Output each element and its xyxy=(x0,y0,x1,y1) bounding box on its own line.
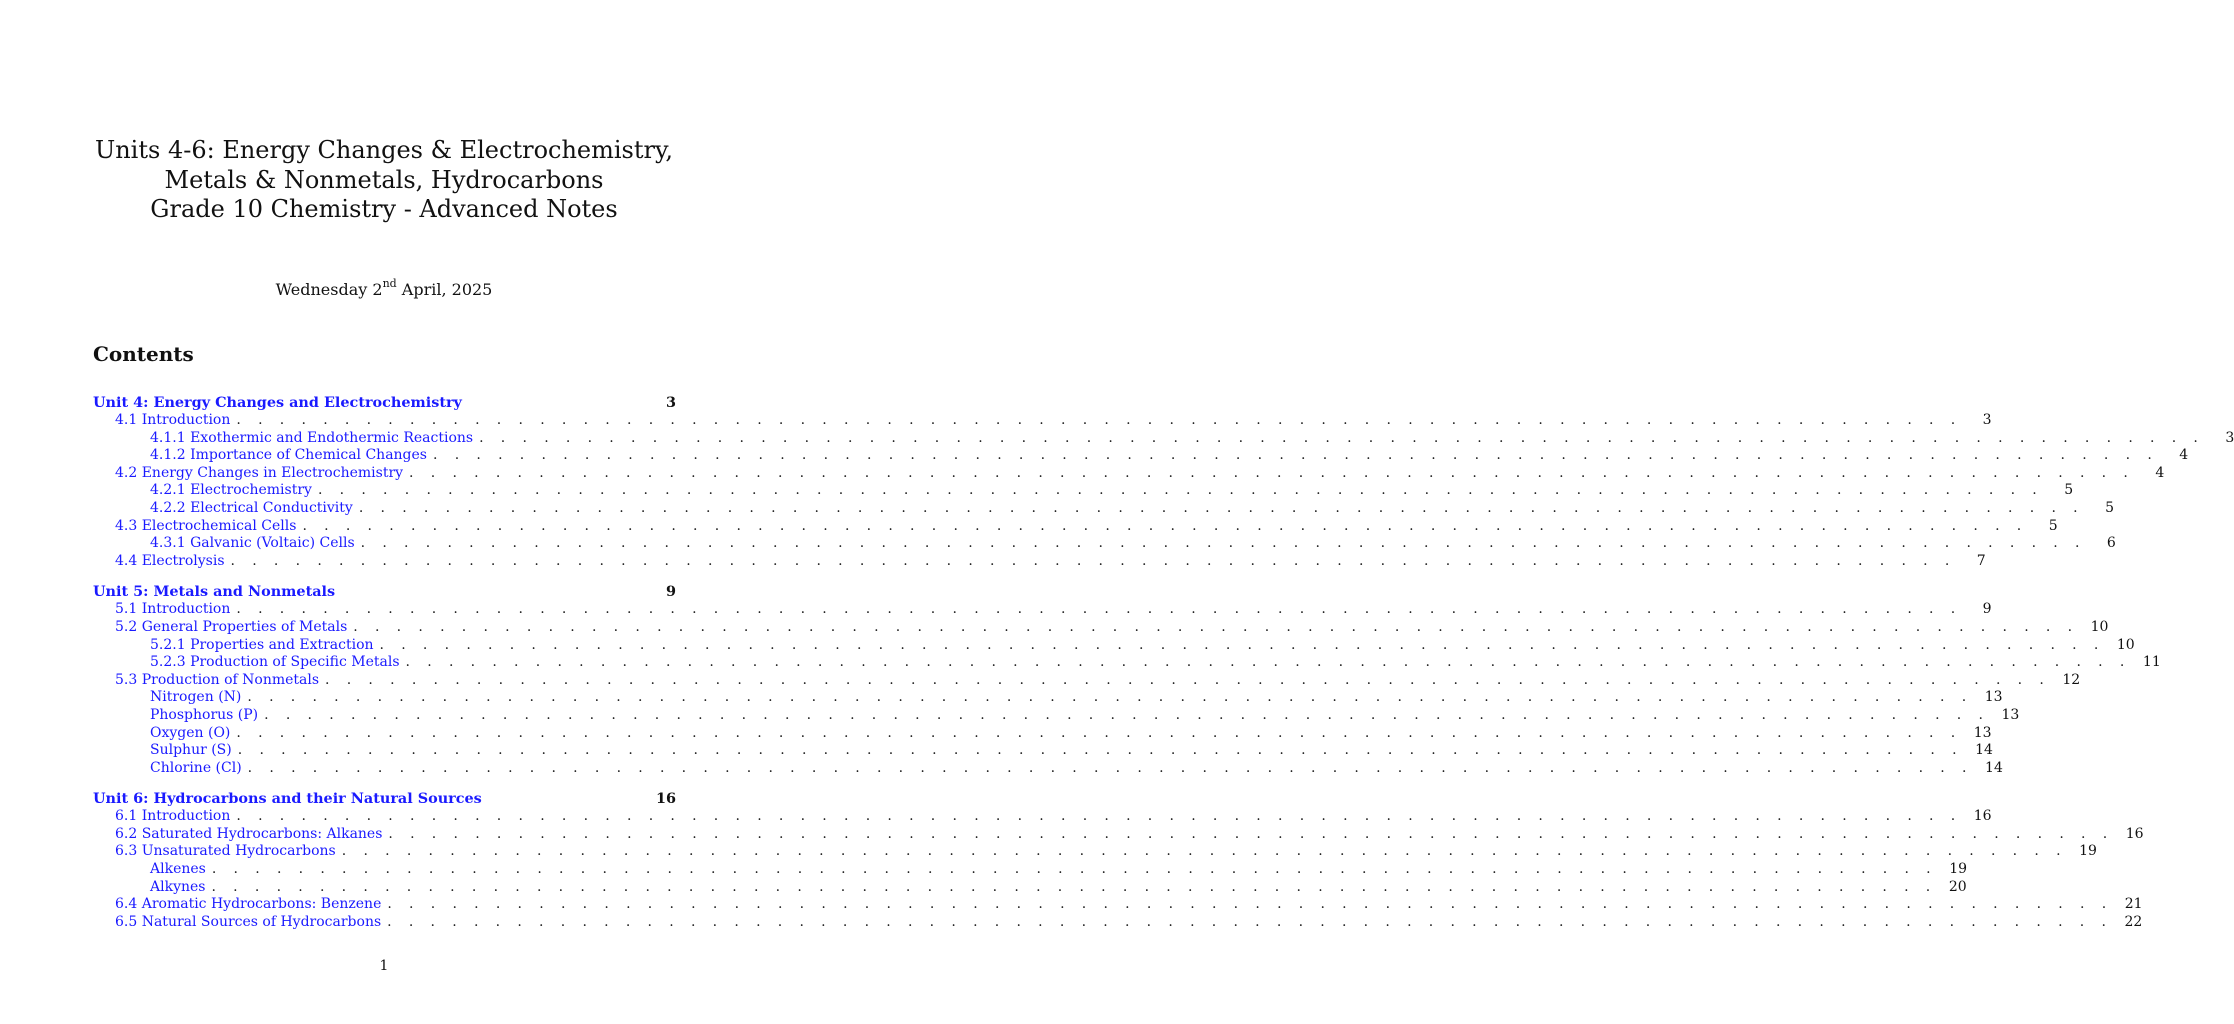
toc-entry[interactable] xyxy=(93,517,2058,536)
date-suffix: April, 2025 xyxy=(396,280,493,299)
toc-entry-link[interactable]: 4.1 Introduction xyxy=(115,412,231,428)
toc-page-number: 12 xyxy=(2062,671,2081,688)
toc-dot-leader: . . . . . . . . . . . . . . . . . . . . . . . . . . . . . . . . . . . . . . . . . . . . . . . . . . . . . . . . . . . . . . . . . . . . . . . . . . . . . . . . xyxy=(387,896,2113,913)
toc-entry-link[interactable]: 5.1 Introduction xyxy=(115,601,231,618)
toc-entry[interactable] xyxy=(93,808,1992,826)
toc-dot-leader: . . . . . . . . . . . . . . . . . . . . . . . . . . . . . . . . . . . . . . . . . . . . . . . . . . . . . . . . . . . . . . . . . . . . . . . . . . . . . . . . xyxy=(405,654,2131,671)
toc-page-number: 14 xyxy=(1985,759,2003,776)
toc-page-number: 14 xyxy=(1975,742,1993,759)
date-prefix: Wednesday 2 xyxy=(275,280,383,299)
toc-entry-link[interactable]: Sulphur (S) xyxy=(150,742,232,759)
toc-page-number: 5 xyxy=(2048,517,2058,534)
toc-page-number: 11 xyxy=(2142,654,2161,671)
toc-dot-leader: . . . . . . . . . . . . . . . . . . . . . . . . . . . . . . . . . . . . . . . . . . . . . . . . . . . . . . . . . . . . . . . . . . . . . . . . . . . . . . . . xyxy=(236,724,1962,741)
toc-unit-link[interactable]: Unit 5: Metals and Nonmetals xyxy=(93,583,336,601)
toc-page-number: 4 xyxy=(2155,464,2165,481)
toc-dot-leader: . . . . . . . . . . . . . . . . . . . . . . . . . . . . . . . . . . . . . . . . . . . . . . . . . . . . . . . . . . . . . . . . . . . . . . . . . . . . . . . . xyxy=(302,517,2028,534)
toc-entry-link[interactable]: 6.3 Unsaturated Hydrocarbons xyxy=(115,843,336,860)
toc-dot-leader: . . . . . . . . . . . . . . . . . . . . . . . . . . . . . . . . . . . . . . . . . . . . . . . . . . . . . . . . . . . . . . . . . . . . . . . . . . . . . . . . xyxy=(247,689,1973,706)
toc-entry-link[interactable]: Alkenes xyxy=(150,861,206,878)
toc-page-number: 19 xyxy=(2079,843,2097,860)
toc-entry[interactable] xyxy=(93,759,2003,778)
toc-entry-link[interactable]: Nitrogen (N) xyxy=(150,689,242,706)
toc-page-number: 16 xyxy=(2125,825,2144,842)
toc-entry[interactable] xyxy=(93,742,1993,760)
toc-page-number: 19 xyxy=(1949,861,1968,878)
toc-dot-leader: . . . . . . . . . . . . . . . . . . . . . . . . . . . . . . . . . . . . . . . . . . . . . . . . . . . . . . . . . . . . . . . . . . . . . . . . . . . . . . . . xyxy=(230,552,1956,569)
toc-entry[interactable] xyxy=(93,636,2135,655)
toc-dot-leader: . . . . . . . . . . . . . . . . . . . . . . . . . . . . . . . . . . . . . . . . . . . . . . . . . . . . . . . . . . . . . . . . . . . . . . . . . . . . . . . . xyxy=(358,499,2084,516)
toc-entry-link[interactable]: 6.5 Natural Sources of Hydrocarbons xyxy=(115,913,382,930)
toc-page-number: 3 xyxy=(665,394,676,411)
toc-page-number: 16 xyxy=(655,790,676,808)
toc-entry-link[interactable]: 6.1 Introduction xyxy=(115,808,231,825)
toc-page-number: 3 xyxy=(2225,429,2234,446)
date-ordinal: nd xyxy=(382,277,397,290)
toc-dot-leader: . . . . . . . . . . . . . . . . . . . . . . . . . . . . . . . . . . . . . . . . . . . . . . . . . . . . . . . . . . . . . . . . . . . . . . . . . . . . . . . . xyxy=(236,808,1962,825)
toc-page-number: 3 xyxy=(1982,412,1992,428)
toc-entry[interactable] xyxy=(93,671,2081,690)
toc-dot-leader: . . . . . . . . . . . . . . . . . . . . . . . . . . . . . . . . . . . . . . . . . . . . . . . . . . . . . . . . . . . . . . . . . . . . . . . . . . . . . . . . xyxy=(237,742,1963,759)
toc-entry[interactable] xyxy=(93,499,2114,518)
toc-dot-leader: . . . . . . . . . . . . . . . . . . . . . . . . . . . . . . . . . . . . . . . . . . . . . . . . . . . . . . . . . . . . . . . . . . . . . . . . . . . . . . . . xyxy=(353,618,2079,635)
toc-entry[interactable] xyxy=(93,429,2234,448)
toc-dot-leader: . . . . . . . . . . . . . . . . . . . . . . . . . . . . . . . . . . . . . . . . . . . . . . . . . . . . . . . . . . . . . . . . . . . . . . . . . . . . . . . . xyxy=(325,671,2051,688)
unit-gap xyxy=(93,777,676,790)
toc-entry[interactable] xyxy=(93,412,1992,430)
toc-entry[interactable] xyxy=(93,654,2161,672)
title-line-2: Metals & Nonmetals, Hydrocarbons xyxy=(164,165,604,194)
table-of-contents xyxy=(93,394,2234,931)
toc-page-number: 5 xyxy=(2105,499,2114,516)
toc-entry-link[interactable]: 5.2.1 Properties and Extraction xyxy=(150,636,374,653)
toc-page-number: 13 xyxy=(1973,724,1992,741)
toc-page-number: 20 xyxy=(1948,878,1967,895)
title-line-1: Units 4-6: Energy Changes & Electrochemistry, xyxy=(95,136,673,164)
toc-page-number: 9 xyxy=(665,583,676,601)
toc-entry-link[interactable]: 5.2.3 Production of Specific Metals xyxy=(150,654,400,671)
toc-entry[interactable] xyxy=(93,482,2074,500)
toc-unit-row[interactable] xyxy=(93,790,676,808)
toc-entry-link[interactable]: 4.1.2 Importance of Chemical Changes xyxy=(150,447,427,464)
toc-entry[interactable] xyxy=(93,706,2020,725)
toc-entry[interactable] xyxy=(93,535,2116,553)
toc-dot-leader: . . . . . . . . . . . . . . . . . . . . . . . . . . . . . . . . . . . . . . . . . . . . . . . . . . . . . . . . . . . . . . . . . . . . . . . . . . . . . . . . xyxy=(387,913,2113,930)
unit-gap xyxy=(93,570,676,583)
toc-entry[interactable] xyxy=(93,825,2144,844)
toc-page-number: 4 xyxy=(2179,447,2189,464)
toc-entry-link[interactable]: 4.2 Energy Changes in Electrochemistry xyxy=(115,464,404,481)
title-line-3: Grade 10 Chemistry - Advanced Notes xyxy=(150,195,618,223)
toc-page-number: 10 xyxy=(2116,636,2135,653)
toc-entry[interactable] xyxy=(93,843,2097,861)
toc-entry[interactable] xyxy=(93,552,1986,571)
document-title xyxy=(0,136,768,225)
toc-dot-leader: . . . . . . . . . . . . . . . . . . . . . . . . . . . . . . . . . . . . . . . . . . . . . . . . . . . . . . . . . . . . . . . . . . . . . . . . . . . . . . . . xyxy=(236,601,1962,618)
toc-entry-link[interactable]: 5.3 Production of Nonmetals xyxy=(115,671,320,688)
toc-page-number: 10 xyxy=(2090,618,2109,635)
toc-entry-link[interactable]: 6.2 Saturated Hydrocarbons: Alkanes xyxy=(115,825,383,842)
toc-page-number: 5 xyxy=(2064,482,2074,499)
toc-page-number: 16 xyxy=(1973,808,1992,825)
toc-entry[interactable] xyxy=(93,464,2165,483)
toc-dot-leader: . . . . . . . . . . . . . . . . . . . . . . . . . . . . . . . . . . . . . . . . . . . . . . . . . . . . . . . . . . . . . . . . . . . . . . . . . . . . . . . . xyxy=(409,464,2135,481)
toc-unit-row[interactable] xyxy=(93,394,676,412)
toc-entry[interactable] xyxy=(93,447,2189,465)
toc-entry-link[interactable]: 4.1.1 Exothermic and Endothermic Reactions xyxy=(150,429,474,446)
toc-entry-link[interactable]: 5.2 General Properties of Metals xyxy=(115,618,348,635)
toc-unit-link[interactable]: Unit 6: Hydrocarbons and their Natural Sources xyxy=(93,790,482,808)
toc-dot-leader: . . . . . . . . . . . . . . . . . . . . . . . . . . . . . . . . . . . . . . . . . . . . . . . . . . . . . . . . . . . . . . . . . . . . . . . . . . . . . . . . xyxy=(479,429,2205,446)
toc-dot-leader: . . . . . . . . . . . . . . . . . . . . . . . . . . . . . . . . . . . . . . . . . . . . . . . . . . . . . . . . . . . . . . . . . . . . . . . . . . . . . . . . xyxy=(236,412,1962,428)
toc-dot-leader: . . . . . . . . . . . . . . . . . . . . . . . . . . . . . . . . . . . . . . . . . . . . . . . . . . . . . . . . . . . . . . . . . . . . . . . . . . . . . . . . xyxy=(341,843,2067,860)
toc-entry[interactable] xyxy=(93,861,1968,879)
toc-entry-link[interactable]: 4.2.2 Electrical Conductivity xyxy=(150,499,353,516)
toc-unit-row[interactable] xyxy=(93,583,676,601)
toc-dot-leader: . . . . . . . . . . . . . . . . . . . . . . . . . . . . . . . . . . . . . . . . . . . . . . . . . . . . . . . . . . . . . . . . . . . . . . . . . . . . . . . . xyxy=(433,447,2159,464)
toc-entry[interactable] xyxy=(93,913,2143,932)
toc-entry[interactable] xyxy=(93,618,2109,637)
toc-dot-leader: . . . . . . . . . . . . . . . . . . . . . . . . . . . . . . . . . . . . . . . . . . . . . . . . . . . . . . . . . . . . . . . . . . . . . . . . . . . . . . . . xyxy=(379,636,2105,653)
toc-entry-link[interactable]: Alkynes xyxy=(150,878,206,895)
toc-entry-link[interactable]: Phosphorus (P) xyxy=(150,706,259,723)
toc-entry-link[interactable]: 4.4 Electrolysis xyxy=(115,552,225,569)
contents-heading: Contents xyxy=(93,342,194,366)
toc-dot-leader: . . . . . . . . . . . . . . . . . . . . . . . . . . . . . . . . . . . . . . . . . . . . . . . . . . . . . . . . . . . . . . . . . . . . . . . . . . . . . . . . xyxy=(388,825,2114,842)
toc-page-number: 13 xyxy=(1984,689,2003,706)
toc-entry-link[interactable]: 4.3 Electrochemical Cells xyxy=(115,517,297,534)
toc-page-number: 9 xyxy=(1982,601,1992,618)
toc-dot-leader: . . . . . . . . . . . . . . . . . . . . . . . . . . . . . . . . . . . . . . . . . . . . . . . . . . . . . . . . . . . . . . . . . . . . . . . . . . . . . . . . xyxy=(247,759,1973,776)
toc-dot-leader: . . . . . . . . . . . . . . . . . . . . . . . . . . . . . . . . . . . . . . . . . . . . . . . . . . . . . . . . . . . . . . . . . . . . . . . . . . . . . . . . xyxy=(264,706,1990,723)
toc-entry-link[interactable]: 4.2.1 Electrochemistry xyxy=(150,482,312,499)
toc-dot-leader: . . . . . . . . . . . . . . . . . . . . . . . . . . . . . . . . . . . . . . . . . . . . . . . . . . . . . . . . . . . . . . . . . . . . . . . . . . . . . . . . xyxy=(211,878,1937,895)
toc-dot-leader: . . . . . . . . . . . . . . . . . . . . . . . . . . . . . . . . . . . . . . . . . . . . . . . . . . . . . . . . . . . . . . . . . . . . . . . . . . . . . . . . xyxy=(211,861,1938,878)
toc-page-number: 13 xyxy=(2001,706,2020,723)
toc-entry-link[interactable]: Oxygen (O) xyxy=(150,724,231,741)
toc-entry[interactable] xyxy=(93,689,2003,707)
toc-entry[interactable] xyxy=(93,601,1992,619)
toc-page-number: 21 xyxy=(2124,896,2143,913)
toc-entry-link[interactable]: Chlorine (Cl) xyxy=(150,759,242,776)
toc-unit-link[interactable]: Unit 4: Energy Changes and Electrochemistry xyxy=(93,394,462,411)
toc-entry[interactable] xyxy=(93,896,2143,914)
toc-dot-leader: . . . . . . . . . . . . . . . . . . . . . . . . . . . . . . . . . . . . . . . . . . . . . . . . . . . . . . . . . . . . . . . . . . . . . . . . . . . . . . . . xyxy=(360,535,2086,552)
toc-entry-link[interactable]: 6.4 Aromatic Hydrocarbons: Benzene xyxy=(115,896,382,913)
toc-entry-link[interactable]: 4.3.1 Galvanic (Voltaic) Cells xyxy=(150,535,355,552)
document-date xyxy=(0,277,768,299)
toc-page-number: 6 xyxy=(2106,535,2116,552)
toc-entry[interactable] xyxy=(93,724,1992,743)
toc-page-number: 7 xyxy=(1976,552,1986,569)
toc-entry[interactable] xyxy=(93,878,1967,897)
page-number: 1 xyxy=(379,958,389,974)
toc-page-number: 22 xyxy=(2124,913,2143,930)
toc-dot-leader: . . . . . . . . . . . . . . . . . . . . . . . . . . . . . . . . . . . . . . . . . . . . . . . . . . . . . . . . . . . . . . . . . . . . . . . . . . . . . . . . xyxy=(317,482,2044,499)
